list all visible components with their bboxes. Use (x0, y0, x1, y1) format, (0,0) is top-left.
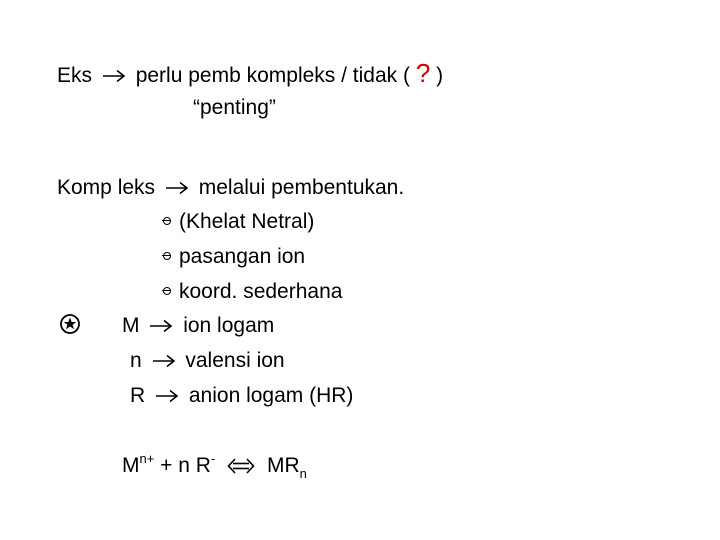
bullet-text: pasangan ion (179, 245, 306, 268)
right-arrow-icon (102, 69, 126, 83)
definition-r (130, 385, 353, 406)
eq-ligand-charge: - (210, 451, 216, 466)
line-kompleks (57, 177, 404, 198)
right-arrow-icon (165, 181, 189, 195)
definition-n (130, 350, 285, 371)
kompleks-text: melalui pembentukan. (198, 176, 405, 199)
bullet-item (163, 281, 342, 302)
def-text: ion logam (183, 314, 275, 337)
eq-product: MR (266, 454, 300, 477)
eq-metal: M (122, 454, 140, 477)
def-text: anion logam (HR) (188, 384, 354, 407)
circle-bullet-icon (163, 217, 171, 225)
right-arrow-icon (155, 389, 179, 403)
eks-label: Eks (57, 64, 93, 87)
circle-bullet-icon (163, 287, 171, 295)
eq-charge: n+ (139, 451, 155, 466)
circle-bullet-icon (163, 252, 171, 260)
definition-m (122, 315, 274, 336)
double-arrow-icon (227, 458, 255, 474)
close-paren: ) (436, 64, 444, 87)
eq-ligand: + n R (160, 454, 211, 477)
bullet-item (163, 246, 305, 267)
line-eks (57, 60, 443, 86)
kompleks-label: Komp leks (57, 176, 156, 199)
equilibrium-equation (122, 451, 307, 481)
right-arrow-icon (149, 319, 173, 333)
def-symbol: M (122, 314, 140, 337)
def-text: valensi ion (185, 349, 285, 372)
eks-text: perlu pemb kompleks / tidak ( (135, 64, 410, 87)
star-circle-icon (59, 313, 81, 335)
bullet-text: koord. sederhana (179, 280, 343, 303)
question-mark: ? (415, 58, 431, 88)
def-symbol: R (130, 384, 146, 407)
line-penting: “penting” (193, 96, 276, 119)
bullet-item (163, 211, 314, 232)
eq-subscript: n (299, 466, 307, 481)
def-symbol: n (130, 349, 142, 372)
right-arrow-icon (152, 354, 176, 368)
bullet-text: (Khelat Netral) (179, 210, 315, 233)
